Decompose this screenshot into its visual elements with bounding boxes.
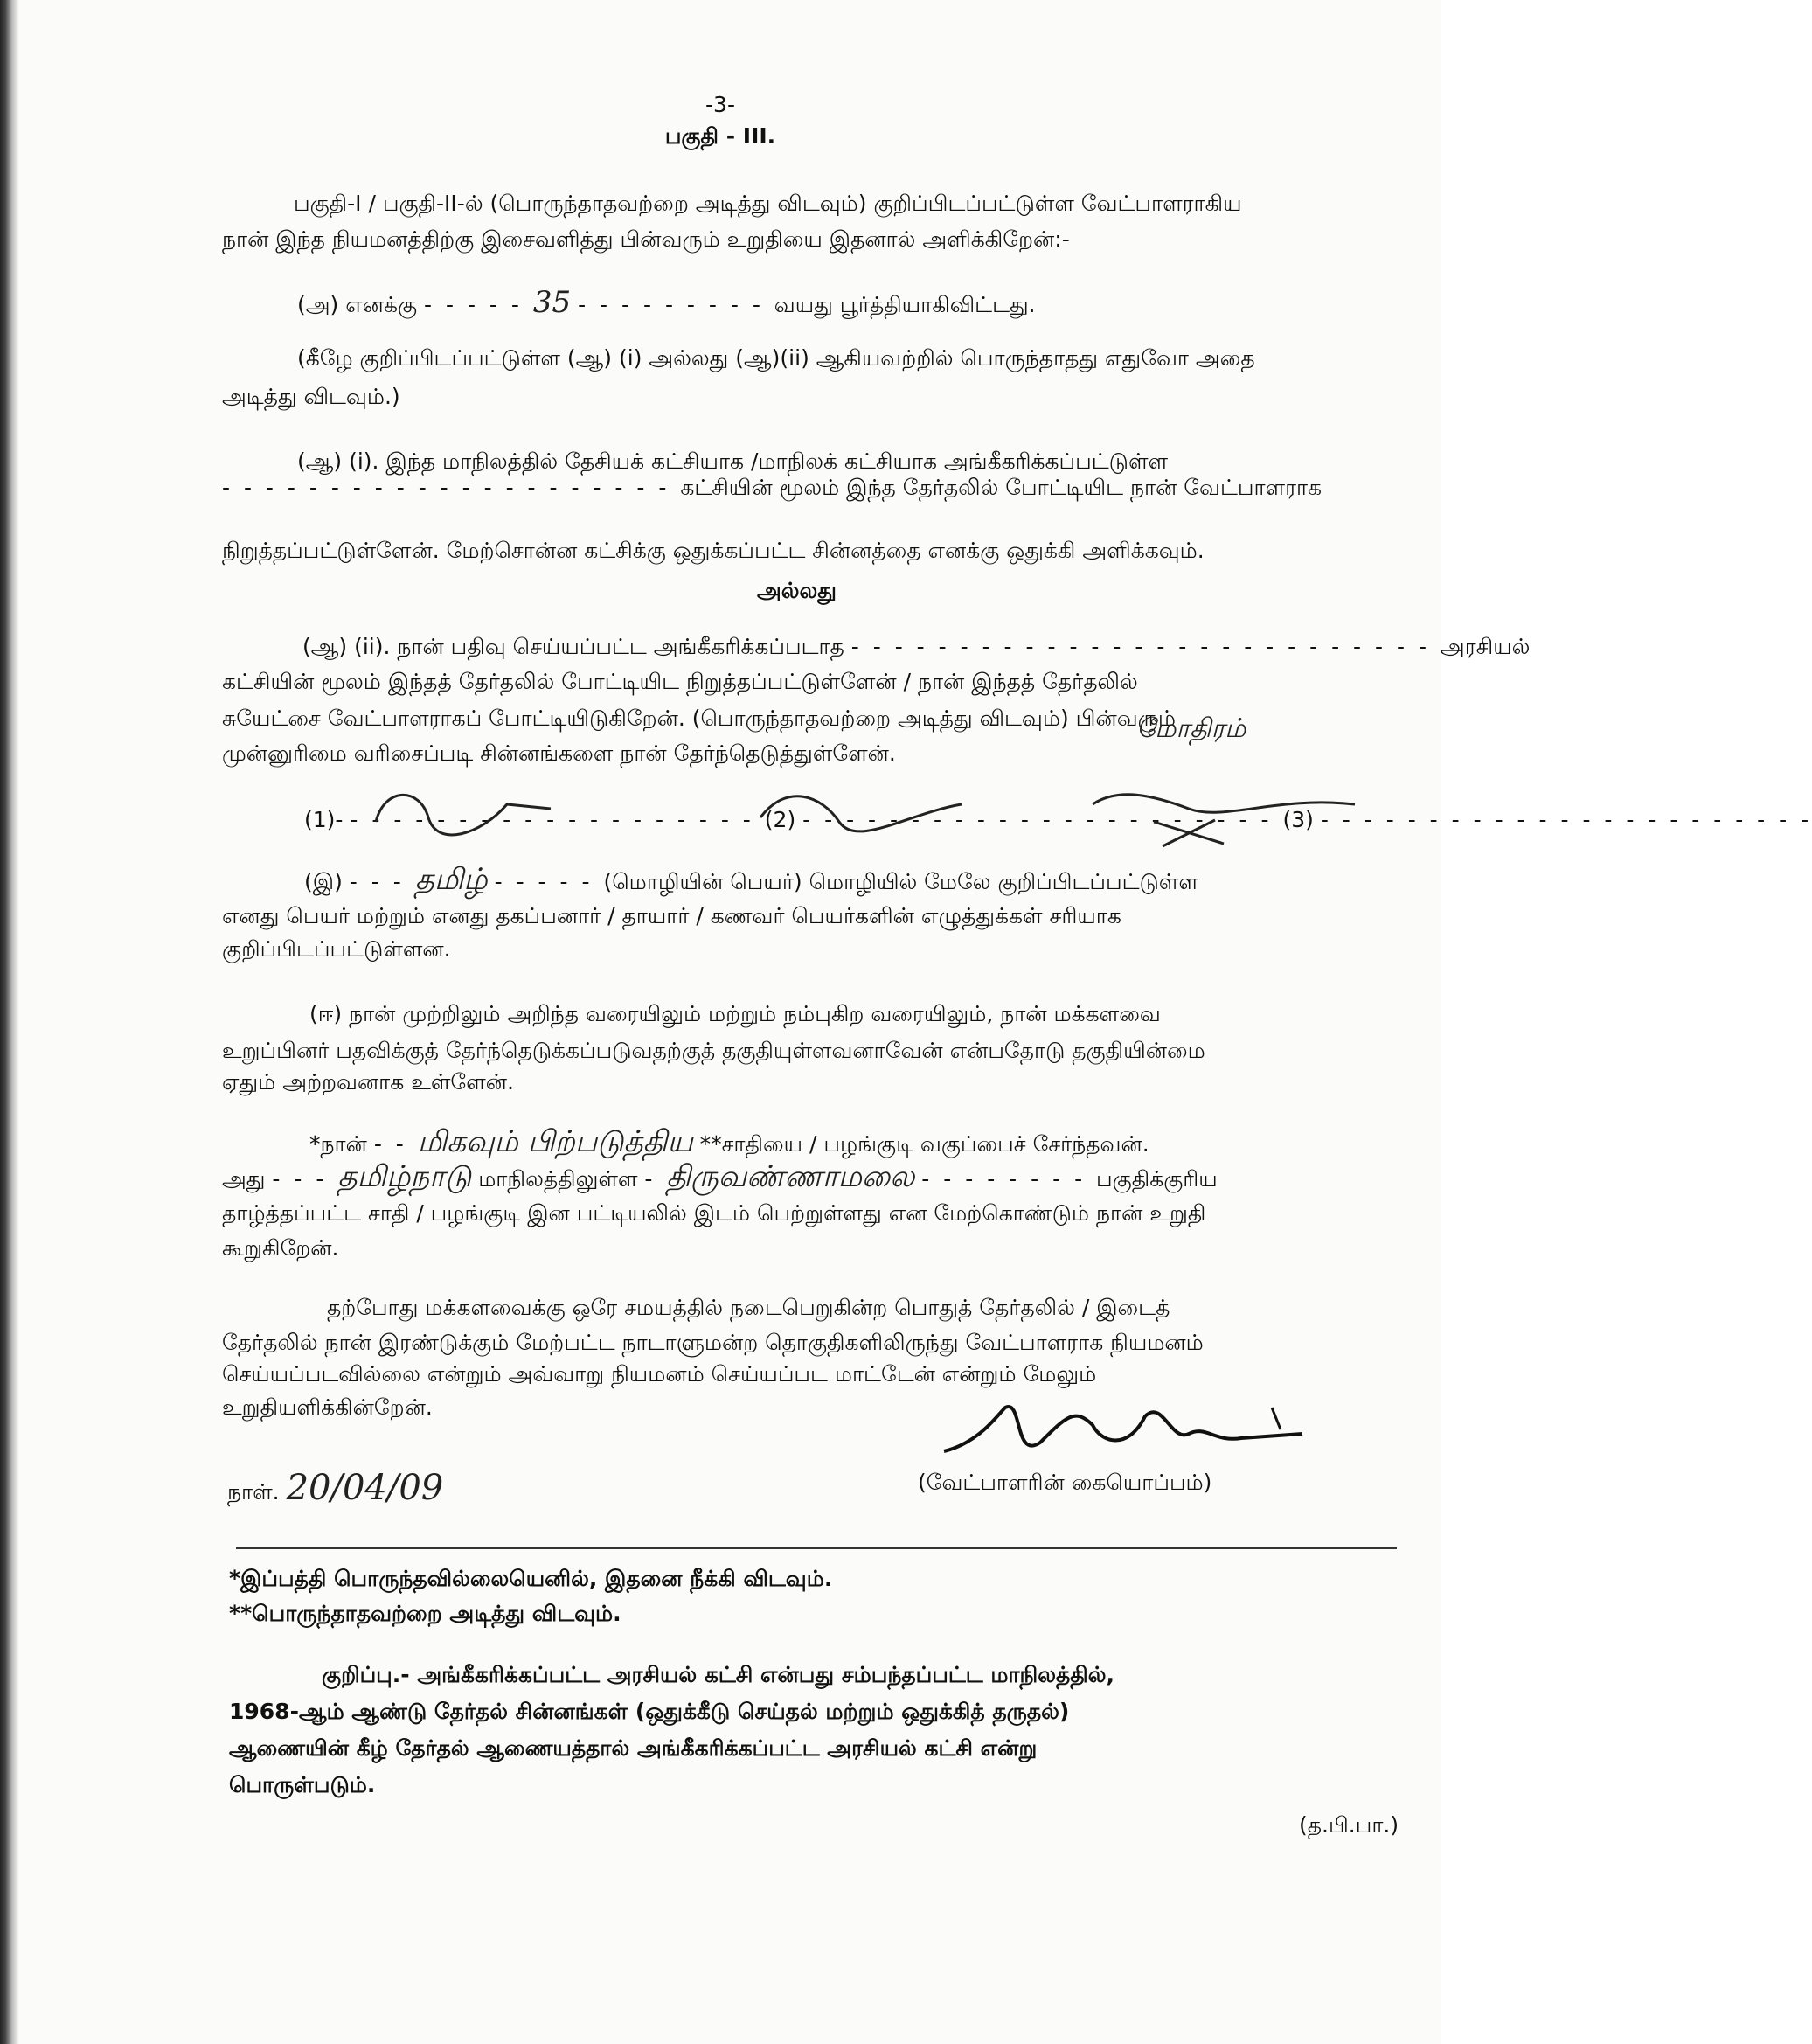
blank-dashes: - - - - -: [494, 869, 604, 894]
blank-dashes: -: [644, 1166, 667, 1192]
intro-line-1: பகுதி-I / பகுதி-II-ல் (பொருந்தாதவற்றை அடித்து விடவும்) குறிப்பிடப்பட்டுள்ள வேட்பாளராகிய: [294, 191, 1242, 216]
final-para-line-2: தேர்தலில் நான் இரண்டுக்கும் மேற்பட்ட நாடாளுமன்ற தொகுதிகளிலிருந்து வேட்பாளராக நியமனம்: [222, 1330, 1204, 1355]
remark-line-1: குறிப்பு.- அங்கீகரிக்கப்பட்ட அரசியல் கட்சி என்பது சம்பந்தப்பட்ட மாநிலத்தில்,: [322, 1662, 1115, 1687]
caste-line-1: [309, 1124, 1149, 1159]
strike-note-line-2: அடித்து விடவும்.): [222, 384, 400, 409]
handwritten-symbol-choices: [350, 769, 1434, 848]
final-para-line-3: செய்யப்படவில்லை என்றும் அவ்வாறு நியமனம் செய்யப்பட மாட்டேன் என்றும் மேலும்: [222, 1361, 1097, 1387]
clause-b2-line-1b: அரசியல்: [1440, 634, 1531, 659]
age-value: 35: [532, 285, 572, 320]
clause-a-prefix: (அ) எனக்கு: [297, 292, 418, 317]
clause-c-prefix: (இ): [304, 869, 343, 894]
blank-dashes: - - -: [272, 1166, 338, 1192]
clause-b1-line-1: (ஆ) (i). இந்த மாநிலத்தில் தேசியக் கட்சியாக /மாநிலக் கட்சியாக அங்கீகரிக்கப்பட்டுள்ள: [297, 448, 1169, 474]
clause-c-line-1-text: (மொழியின் பெயர்) மொழியில் மேலே குறிப்பிடப்பட்டுள்ள: [603, 869, 1198, 894]
clause-b1-line-3: நிறுத்தப்பட்டுள்ளேன். மேற்சொன்ன கட்சிக்கு ஒதுக்கப்பட்ட சின்னத்தை எனக்கு ஒதுக்கி அளிக்கவும்.: [222, 538, 1205, 563]
blank-dashes: - - - - - - - -: [921, 1166, 1097, 1192]
clause-a-suffix: வயது பூர்த்தியாகிவிட்டது.: [774, 292, 1036, 317]
choice-3-label: (3): [1282, 807, 1314, 832]
candidate-signature: [927, 1390, 1329, 1469]
clause-b1-line-2-text: கட்சியின் மூலம் இந்த தேர்தலில் போட்டியிட நான் வேட்பாளராக: [680, 475, 1323, 500]
date-label: நாள்.: [227, 1479, 280, 1505]
remark-line-2: 1968-ஆம் ஆண்டு தேர்தல் சின்னங்கள் (ஒதுக்கீடு செய்தல் மற்றும் ஒதுக்கித் தருதல்): [229, 1699, 1070, 1724]
date-line: [227, 1468, 444, 1508]
final-para-line-1: தற்போது மக்களவைக்கு ஒரே சமயத்தில் நடைபெறுகின்ற பொதுத் தேர்தலில் / இடைத்: [327, 1295, 1170, 1320]
intro-line-2: நான் இந்த நியமனத்திற்கு இசைவளித்து பின்வரும் உறுதியை இதனால் அளிக்கிறேன்:-: [222, 226, 1070, 252]
separator-line: [236, 1547, 1397, 1549]
final-para-line-4: உறுதியளிக்கின்றேன்.: [222, 1394, 433, 1420]
language-value: தமிழ்: [414, 862, 488, 897]
caste-line-4: கூறுகிறேன்.: [222, 1235, 339, 1261]
handwritten-extra: மோதிரம்: [1136, 713, 1246, 744]
handwritten-symbol-1: [376, 795, 551, 835]
blank-dashes: - - - - - - - - - - - - - - - - - - - - - - - - - - -: [850, 634, 1441, 659]
or-label: அல்லது: [757, 578, 837, 603]
blank-dashes: - - - - - - - - - - - - - - - - - - -: [350, 807, 765, 832]
state-value: தமிழ்நாடு: [337, 1159, 472, 1194]
caste-line-3: தாழ்த்தப்பட்ட சாதி / பழங்குடி இன பட்டியலில் இடம் பெற்றுள்ளது என மேற்கொண்டும் நான் உறுதி: [222, 1200, 1206, 1226]
clause-c-line-3: குறிப்பிடப்பட்டுள்ளன.: [222, 936, 451, 962]
signature-stroke: [944, 1407, 1302, 1451]
remark-line-4: பொருள்படும்.: [229, 1772, 376, 1797]
caste-line-1-suffix: **சாதியை / பழங்குடி வகுப்பைச் சேர்ந்தவன்.: [699, 1131, 1149, 1157]
clause-b2-line-2: கட்சியின் மூலம் இந்தத் தேர்தலில் போட்டியிட நிறுத்தப்பட்டுள்ளேன் / நான் இந்தத் தேர்தலில்: [222, 669, 1138, 694]
clause-b2-line-1a: (ஆ) (ii). நான் பதிவு செய்யப்பட்ட அங்கீகரிக்கப்படாத: [302, 634, 844, 659]
area-value: திருவண்ணாமலை: [666, 1159, 915, 1194]
date-value: 20/04/09: [286, 1468, 444, 1508]
clause-d-line-1: (ஈ) நான் முற்றிலும் அறிந்த வரையிலும் மற்றும் நம்புகிற வரையிலும், நான் மக்களவை: [309, 1001, 1161, 1026]
clause-b2-line-3: சுயேட்சை வேட்பாளராகப் போட்டியிடுகிறேன். (பொருந்தாதவற்றை அடித்து விடவும்) பின்வரும்: [222, 706, 1176, 731]
caste-line-2-suffix: பகுதிக்குரிய: [1096, 1166, 1218, 1192]
blank-dashes: - - -: [349, 869, 415, 894]
remark-line-3: ஆணையின் கீழ் தேர்தல் ஆணையத்தால் அங்கீகரிக்கப்பட்ட அரசியல் கட்சி என்று: [229, 1735, 1038, 1761]
caste-line-2: [222, 1159, 1218, 1194]
blank-dashes: - - - - - - - - - - - - - - - - - - - - - -: [802, 807, 1283, 832]
caste-prefix: *நான்: [309, 1131, 367, 1157]
scan-edge: [0, 0, 19, 2044]
clause-b1-line-2: [222, 474, 1322, 502]
footnote-2: **பொருந்தாதவற்றை அடித்து விடவும்.: [229, 1601, 621, 1626]
blank-dashes: - -: [373, 1131, 418, 1157]
caste-value: மிகவும் பிற்படுத்திய: [417, 1124, 693, 1159]
page-number: -3-: [705, 92, 735, 117]
blank-dashes: - - - - - - - - - - - - - - - - - - - - -: [222, 475, 681, 500]
clause-a: [297, 285, 1036, 320]
choice-1-label: (1)-: [304, 807, 344, 832]
clause-d-line-3: ஏதும் அற்றவனாக உள்ளேன்.: [222, 1069, 514, 1095]
part-title: பகுதி - III.: [664, 123, 776, 149]
caste-line-2-prefix: அது: [222, 1166, 266, 1192]
signature-caption: (வேட்பாளரின் கையொப்பம்): [918, 1470, 1212, 1495]
blank-dashes: - - - - - - - - - - - - - - - - - - - - - - -: [1320, 807, 1812, 832]
footer-code: (த.பி.பா.): [1299, 1812, 1399, 1838]
blank-dashes: - - - - - - - - -: [578, 292, 774, 317]
footnote-1: *இப்பத்தி பொருந்தவில்லையெனில், இதனை நீக்கி விடவும்.: [229, 1566, 833, 1591]
clause-b2-line-1: [302, 633, 1530, 661]
clause-b2-line-4: முன்னுரிமை வரிசைப்படி சின்னங்களை நான் தேர்ந்தெடுத்துள்ளேன்.: [222, 740, 896, 766]
blank-dashes: - - - - -: [424, 292, 533, 317]
handwritten-symbol-2: [760, 796, 962, 831]
handwritten-strike: [1154, 820, 1224, 846]
handwritten-symbol-3: [1093, 795, 1355, 812]
clause-c-line-2: எனது பெயர் மற்றும் எனது தகப்பனார் / தாயார் / கணவர் பெயர்களின் எழுத்துக்கள் சரியாக: [222, 903, 1121, 928]
caste-line-2-mid: மாநிலத்திலுள்ள: [478, 1166, 638, 1192]
clause-d-line-2: உறுப்பினர் பதவிக்குத் தேர்ந்தெடுக்கப்படுவதற்குத் தகுதியுள்ளவனாவேன் என்பதோடு தகுதியின்மை: [222, 1038, 1205, 1063]
clause-c-line-1: [304, 862, 1198, 897]
strike-note-line-1: (கீழே குறிப்பிடப்பட்டுள்ள (ஆ) (i) அல்லது (ஆ)(ii) ஆகியவற்றில் பொருந்தாதது எதுவோ அதை: [297, 345, 1255, 371]
signature-tick: [1272, 1408, 1281, 1429]
choice-2-label: (2): [764, 807, 796, 832]
